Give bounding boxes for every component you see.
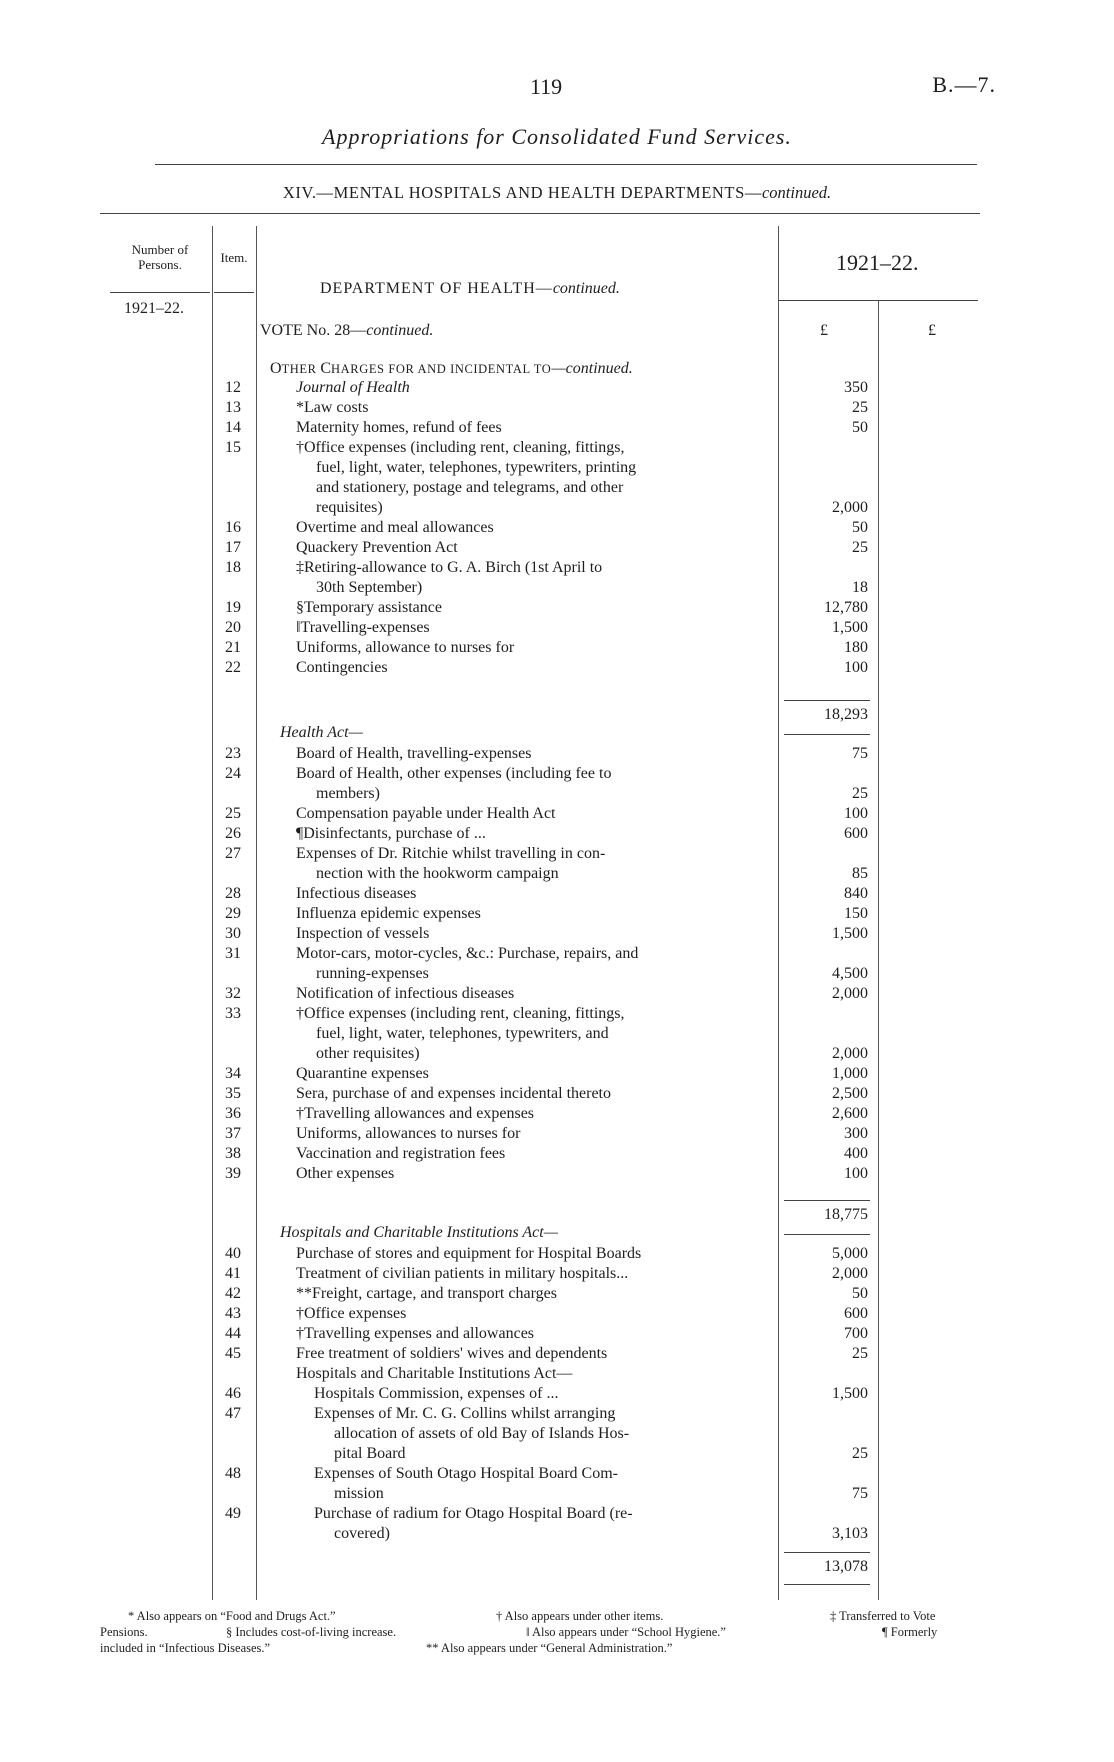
item-description bbox=[296, 904, 762, 924]
item-number: 45 bbox=[225, 1345, 241, 1362]
description-line bbox=[296, 418, 762, 438]
description-line bbox=[296, 478, 762, 498]
description-text: pital Board bbox=[334, 1445, 406, 1462]
footnote-7: ** Also appears under “General Administration.” bbox=[426, 1641, 673, 1655]
item-number: 20 bbox=[225, 619, 241, 636]
hospitals-act-heading: Hospitals and Charitable Institutions Act— bbox=[280, 1224, 558, 1241]
item-description bbox=[296, 1264, 762, 1284]
description-line bbox=[296, 764, 762, 784]
item-amount: 25 bbox=[852, 1345, 868, 1362]
item-number: 16 bbox=[225, 519, 241, 536]
item-number: 19 bbox=[225, 599, 241, 616]
item-number: 47 bbox=[225, 1405, 241, 1422]
item-description bbox=[296, 1004, 762, 1064]
item-description bbox=[296, 598, 762, 618]
item-amount: 2,000 bbox=[832, 499, 868, 516]
description-text: fuel, light, water, telephones, typewriters, printing bbox=[316, 459, 637, 476]
description-text: Compensation payable under Health Act bbox=[296, 805, 556, 822]
item-description bbox=[296, 1244, 762, 1264]
rule-persons-header bbox=[110, 292, 210, 293]
item-amount: 18 bbox=[852, 579, 868, 596]
department-title-text: DEPARTMENT OF HEALTH— bbox=[320, 280, 553, 297]
rule-total-2-bottom bbox=[784, 1234, 870, 1235]
item-description bbox=[296, 884, 762, 904]
item-description bbox=[296, 1324, 762, 1344]
item-amount: 840 bbox=[844, 885, 868, 902]
item-description bbox=[296, 538, 762, 558]
item-amount: 1,000 bbox=[832, 1065, 868, 1082]
item-amount: 100 bbox=[844, 805, 868, 822]
item-number: 24 bbox=[225, 765, 241, 782]
item-amount: 100 bbox=[844, 1165, 868, 1182]
item-description bbox=[314, 1404, 762, 1464]
department-title-suffix: continued. bbox=[552, 280, 620, 297]
description-text: members) bbox=[316, 785, 380, 802]
item-number: 28 bbox=[225, 885, 241, 902]
description-line bbox=[296, 1284, 762, 1304]
description-text: Treatment of civilian patients in military hospitals... bbox=[296, 1265, 629, 1282]
description-line bbox=[296, 398, 762, 418]
header-number-of-persons: Number of Persons. bbox=[131, 242, 189, 272]
item-amount: 25 bbox=[852, 1445, 868, 1462]
description-line bbox=[296, 518, 762, 538]
item-amount: 5,000 bbox=[832, 1245, 868, 1262]
item-number: 48 bbox=[225, 1465, 241, 1482]
description-text: covered) bbox=[334, 1525, 390, 1542]
item-amount: 50 bbox=[852, 1285, 868, 1302]
item-description bbox=[296, 1364, 762, 1384]
description-line bbox=[296, 538, 762, 558]
description-text: Journal of Health bbox=[296, 379, 410, 396]
description-line bbox=[314, 1484, 762, 1504]
item-number: 18 bbox=[225, 559, 241, 576]
description-text: Hospitals and Charitable Institutions Act— bbox=[296, 1365, 573, 1382]
description-text: 30th September) bbox=[316, 579, 423, 596]
item-description bbox=[296, 518, 762, 538]
description-text: Inspection of vessels bbox=[296, 925, 430, 942]
total-health-act: 18,775 bbox=[824, 1206, 868, 1223]
item-number: 15 bbox=[225, 439, 241, 456]
description-line bbox=[296, 984, 762, 1004]
description-text: mission bbox=[334, 1485, 384, 1502]
footnote-1: * Also appears on “Food and Drugs Act.” bbox=[128, 1609, 336, 1623]
rule-total-3 bbox=[784, 1552, 870, 1553]
description-line bbox=[296, 744, 762, 764]
description-line bbox=[296, 578, 762, 598]
description-line bbox=[296, 378, 762, 398]
total-other-charges: 18,293 bbox=[824, 706, 868, 723]
item-number: 25 bbox=[225, 805, 241, 822]
description-text: Purchase of radium for Otago Hospital Board (re- bbox=[314, 1505, 633, 1522]
item-number: 43 bbox=[225, 1305, 241, 1322]
description-text: allocation of assets of old Bay of Islands Hos- bbox=[334, 1425, 630, 1442]
description-line bbox=[314, 1384, 762, 1404]
item-number: 21 bbox=[225, 639, 241, 656]
vote-suffix: continued. bbox=[366, 322, 434, 339]
other-charges-small2: HARGES FOR AND INCIDENTAL TO bbox=[331, 362, 552, 376]
description-line bbox=[314, 1504, 762, 1524]
description-text: Uniforms, allowance to nurses for bbox=[296, 639, 515, 656]
description-text: ‡Retiring-allowance to G. A. Birch (1st April to bbox=[296, 559, 603, 576]
description-text: Quarantine expenses bbox=[296, 1065, 429, 1082]
item-amount: 2,500 bbox=[832, 1085, 868, 1102]
other-charges-suffix: —continued. bbox=[551, 360, 633, 377]
item-number: 38 bbox=[225, 1145, 241, 1162]
description-text: †Office expenses bbox=[296, 1305, 407, 1322]
item-description bbox=[296, 984, 762, 1004]
item-number: 23 bbox=[225, 745, 241, 762]
description-text: ¶Disinfectants, purchase of ... bbox=[296, 825, 486, 842]
description-line bbox=[296, 844, 762, 864]
description-text: Uniforms, allowances to nurses for bbox=[296, 1125, 521, 1142]
other-charges-lead: O bbox=[270, 360, 282, 377]
item-amount: 3,103 bbox=[832, 1525, 868, 1542]
footnote-2: † Also appears under other items. bbox=[496, 1609, 664, 1623]
item-number: 39 bbox=[225, 1165, 241, 1182]
item-description bbox=[296, 418, 762, 438]
description-line bbox=[296, 1364, 762, 1384]
item-description bbox=[296, 1284, 762, 1304]
footnote-3: ‡ Transferred to Vote bbox=[830, 1609, 936, 1623]
description-line bbox=[296, 638, 762, 658]
item-description bbox=[296, 438, 762, 518]
description-line bbox=[296, 598, 762, 618]
description-text: †Travelling expenses and allowances bbox=[296, 1325, 535, 1342]
description-line bbox=[296, 904, 762, 924]
item-number: 46 bbox=[225, 1385, 241, 1402]
description-line bbox=[296, 1064, 762, 1084]
rule-total-3-bottom bbox=[784, 1584, 870, 1585]
item-number: 17 bbox=[225, 539, 241, 556]
item-description bbox=[296, 1144, 762, 1164]
item-amount: 25 bbox=[852, 539, 868, 556]
item-amount: 2,000 bbox=[832, 1045, 868, 1062]
description-line bbox=[296, 438, 762, 458]
description-line bbox=[296, 1164, 762, 1184]
description-text: Sera, purchase of and expenses incidental thereto bbox=[296, 1085, 611, 1102]
item-amount: 1,500 bbox=[832, 925, 868, 942]
item-description bbox=[296, 804, 762, 824]
header-item: Item. bbox=[220, 250, 248, 265]
item-number: 41 bbox=[225, 1265, 241, 1282]
rule-item-header bbox=[214, 292, 254, 293]
item-number: 40 bbox=[225, 1245, 241, 1262]
description-line bbox=[296, 1144, 762, 1164]
rule-top bbox=[155, 164, 977, 165]
item-number: 22 bbox=[225, 659, 241, 676]
description-text: Expenses of Dr. Ritchie whilst travelling in con- bbox=[296, 845, 606, 862]
item-description bbox=[296, 378, 762, 398]
other-charges-lead2: C bbox=[320, 360, 331, 377]
item-amount: 12,780 bbox=[824, 599, 868, 616]
description-text: and stationery, postage and telegrams, and other bbox=[316, 479, 624, 496]
description-text: Purchase of stores and equipment for Hospital Boards bbox=[296, 1245, 642, 1262]
pound-sign-1: £ bbox=[820, 322, 828, 339]
description-text: Expenses of Mr. C. G. Collins whilst arranging bbox=[314, 1405, 616, 1422]
description-line bbox=[314, 1524, 762, 1544]
item-description bbox=[296, 1164, 762, 1184]
description-line bbox=[296, 964, 762, 984]
description-line bbox=[314, 1464, 762, 1484]
vote-heading bbox=[260, 322, 433, 340]
item-description bbox=[296, 1124, 762, 1144]
description-line bbox=[296, 1264, 762, 1284]
item-description bbox=[296, 558, 762, 598]
page-number: 119 bbox=[530, 74, 563, 99]
description-line bbox=[296, 944, 762, 964]
description-line bbox=[296, 1344, 762, 1364]
description-line bbox=[296, 804, 762, 824]
item-amount: 150 bbox=[844, 905, 868, 922]
item-number: 13 bbox=[225, 399, 241, 416]
item-description bbox=[296, 1344, 762, 1364]
description-line bbox=[296, 618, 762, 638]
item-amount: 100 bbox=[844, 659, 868, 676]
description-text: requisites) bbox=[316, 499, 383, 516]
item-amount: 300 bbox=[844, 1125, 868, 1142]
item-description bbox=[296, 844, 762, 884]
item-amount: 75 bbox=[852, 1485, 868, 1502]
description-text: Other expenses bbox=[296, 1165, 395, 1182]
item-amount: 2,600 bbox=[832, 1105, 868, 1122]
item-number: 27 bbox=[225, 845, 241, 862]
footnote-3-cont: Pensions. bbox=[100, 1625, 148, 1639]
item-number: 37 bbox=[225, 1125, 241, 1142]
item-description bbox=[296, 1104, 762, 1124]
description-text: ‖Travelling-expenses bbox=[296, 619, 430, 636]
item-amount: 700 bbox=[844, 1325, 868, 1342]
description-text: Motor-cars, motor-cycles, &c.: Purchase, repairs, and bbox=[296, 945, 639, 962]
item-number: 12 bbox=[225, 379, 241, 396]
description-line bbox=[296, 1104, 762, 1124]
description-text: Influenza epidemic expenses bbox=[296, 905, 481, 922]
rule-section-bottom bbox=[100, 213, 980, 214]
item-number: 33 bbox=[225, 1005, 241, 1022]
item-amount: 400 bbox=[844, 1145, 868, 1162]
year-estimate: 1921–22. bbox=[836, 250, 919, 275]
description-line bbox=[296, 558, 762, 578]
description-text: Board of Health, travelling-expenses bbox=[296, 745, 532, 762]
item-amount: 50 bbox=[852, 519, 868, 536]
description-text: Infectious diseases bbox=[296, 885, 417, 902]
other-charges-small: THER bbox=[281, 362, 321, 376]
item-number: 26 bbox=[225, 825, 241, 842]
description-line bbox=[314, 1424, 762, 1444]
description-text: §Temporary assistance bbox=[296, 599, 442, 616]
vote-text: VOTE No. 28— bbox=[260, 322, 367, 339]
description-text: nection with the hookworm campaign bbox=[316, 865, 559, 882]
item-amount: 1,500 bbox=[832, 619, 868, 636]
item-description bbox=[296, 1084, 762, 1104]
description-text: Hospitals Commission, expenses of ... bbox=[314, 1385, 559, 1402]
item-number: 30 bbox=[225, 925, 241, 942]
description-text: Quackery Prevention Act bbox=[296, 539, 458, 556]
rule-col-desc bbox=[778, 226, 779, 1600]
item-number: 31 bbox=[225, 945, 241, 962]
item-amount: 50 bbox=[852, 419, 868, 436]
item-number: 42 bbox=[225, 1285, 241, 1302]
description-text: fuel, light, water, telephones, typewriters, and bbox=[316, 1025, 609, 1042]
item-description bbox=[296, 1064, 762, 1084]
description-text: Overtime and meal allowances bbox=[296, 519, 494, 536]
description-text: Vaccination and registration fees bbox=[296, 1145, 506, 1162]
description-line bbox=[296, 1004, 762, 1024]
rule-col-amount bbox=[878, 300, 879, 1600]
description-text: Board of Health, other expenses (including fee to bbox=[296, 765, 612, 782]
item-description bbox=[296, 924, 762, 944]
description-line bbox=[296, 1304, 762, 1324]
item-amount: 2,000 bbox=[832, 1265, 868, 1282]
description-line bbox=[296, 458, 762, 478]
description-line bbox=[296, 864, 762, 884]
description-line bbox=[296, 784, 762, 804]
description-line bbox=[296, 1124, 762, 1144]
item-amount: 75 bbox=[852, 745, 868, 762]
item-amount: 2,000 bbox=[832, 985, 868, 1002]
description-text: Expenses of South Otago Hospital Board Com- bbox=[314, 1465, 618, 1482]
footnote-6-cont: included in “Infectious Diseases.” bbox=[100, 1641, 271, 1655]
page-subtitle: Appropriations for Consolidated Fund Services. bbox=[322, 124, 792, 149]
item-description bbox=[296, 744, 762, 764]
document-reference: B.—7. bbox=[932, 72, 996, 97]
item-number: 44 bbox=[225, 1325, 241, 1342]
item-description bbox=[296, 824, 762, 844]
item-amount: 25 bbox=[852, 399, 868, 416]
description-text: †Office expenses (including rent, cleaning, fittings, bbox=[296, 439, 625, 456]
item-amount: 180 bbox=[844, 639, 868, 656]
description-text: other requisites) bbox=[316, 1045, 420, 1062]
item-amount: 600 bbox=[844, 825, 868, 842]
item-description bbox=[296, 764, 762, 804]
description-text: †Travelling allowances and expenses bbox=[296, 1105, 535, 1122]
item-description bbox=[296, 658, 762, 678]
description-line bbox=[314, 1404, 762, 1424]
description-text: running-expenses bbox=[316, 965, 429, 982]
rule-col-item bbox=[256, 226, 257, 1600]
item-description bbox=[296, 618, 762, 638]
description-line bbox=[296, 1044, 762, 1064]
footnote-4: § Includes cost-of-living increase. bbox=[226, 1625, 397, 1639]
description-text: Contingencies bbox=[296, 659, 388, 676]
description-line bbox=[314, 1444, 762, 1464]
total-hospitals-act: 13,078 bbox=[824, 1558, 868, 1575]
year-persons: 1921–22. bbox=[124, 300, 184, 317]
item-number: 35 bbox=[225, 1085, 241, 1102]
item-number: 14 bbox=[225, 419, 241, 436]
description-text: Maternity homes, refund of fees bbox=[296, 419, 502, 436]
footnote-6: ¶ Formerly bbox=[882, 1625, 938, 1639]
rule-year bbox=[778, 300, 978, 301]
item-description bbox=[314, 1384, 762, 1404]
rule-total-1-bottom bbox=[784, 734, 870, 735]
item-amount: 600 bbox=[844, 1305, 868, 1322]
description-line bbox=[296, 824, 762, 844]
footnote-5: ‖ Also appears under “School Hygiene.” bbox=[526, 1625, 726, 1639]
description-text: Free treatment of soldiers' wives and dependents bbox=[296, 1345, 608, 1362]
item-amount: 85 bbox=[852, 865, 868, 882]
health-act-heading: Health Act— bbox=[280, 724, 363, 741]
section-title-text: XIV.—MENTAL HOSPITALS AND HEALTH DEPARTMENTS— bbox=[282, 183, 762, 202]
rule-col-persons bbox=[212, 226, 213, 1600]
pound-sign-2: £ bbox=[928, 322, 936, 339]
item-number: 34 bbox=[225, 1065, 241, 1082]
item-description bbox=[296, 638, 762, 658]
item-description bbox=[296, 1304, 762, 1324]
item-description bbox=[296, 944, 762, 984]
item-number: 49 bbox=[225, 1505, 241, 1522]
description-line bbox=[296, 884, 762, 904]
item-number: 29 bbox=[225, 905, 241, 922]
description-line bbox=[296, 498, 762, 518]
item-description bbox=[296, 398, 762, 418]
item-description bbox=[314, 1504, 762, 1544]
item-number: 32 bbox=[225, 985, 241, 1002]
item-description bbox=[314, 1464, 762, 1504]
section-title-suffix: continued. bbox=[761, 183, 832, 202]
description-text: Notification of infectious diseases bbox=[296, 985, 515, 1002]
description-text: †Office expenses (including rent, cleaning, fittings, bbox=[296, 1005, 625, 1022]
description-line bbox=[296, 924, 762, 944]
item-amount: 25 bbox=[852, 785, 868, 802]
rule-total-2 bbox=[784, 1200, 870, 1201]
section-title bbox=[0, 183, 1114, 203]
description-line bbox=[296, 1084, 762, 1104]
department-title bbox=[320, 280, 620, 298]
item-amount: 350 bbox=[844, 379, 868, 396]
description-line bbox=[296, 658, 762, 678]
description-line bbox=[296, 1024, 762, 1044]
description-text: **Freight, cartage, and transport charges bbox=[296, 1285, 557, 1302]
rule-total-1 bbox=[784, 700, 870, 701]
item-number: 36 bbox=[225, 1105, 241, 1122]
description-line bbox=[296, 1244, 762, 1264]
other-charges-heading bbox=[270, 360, 633, 378]
item-amount: 4,500 bbox=[832, 965, 868, 982]
description-text: *Law costs bbox=[296, 399, 369, 416]
item-amount: 1,500 bbox=[832, 1385, 868, 1402]
description-line bbox=[296, 1324, 762, 1344]
